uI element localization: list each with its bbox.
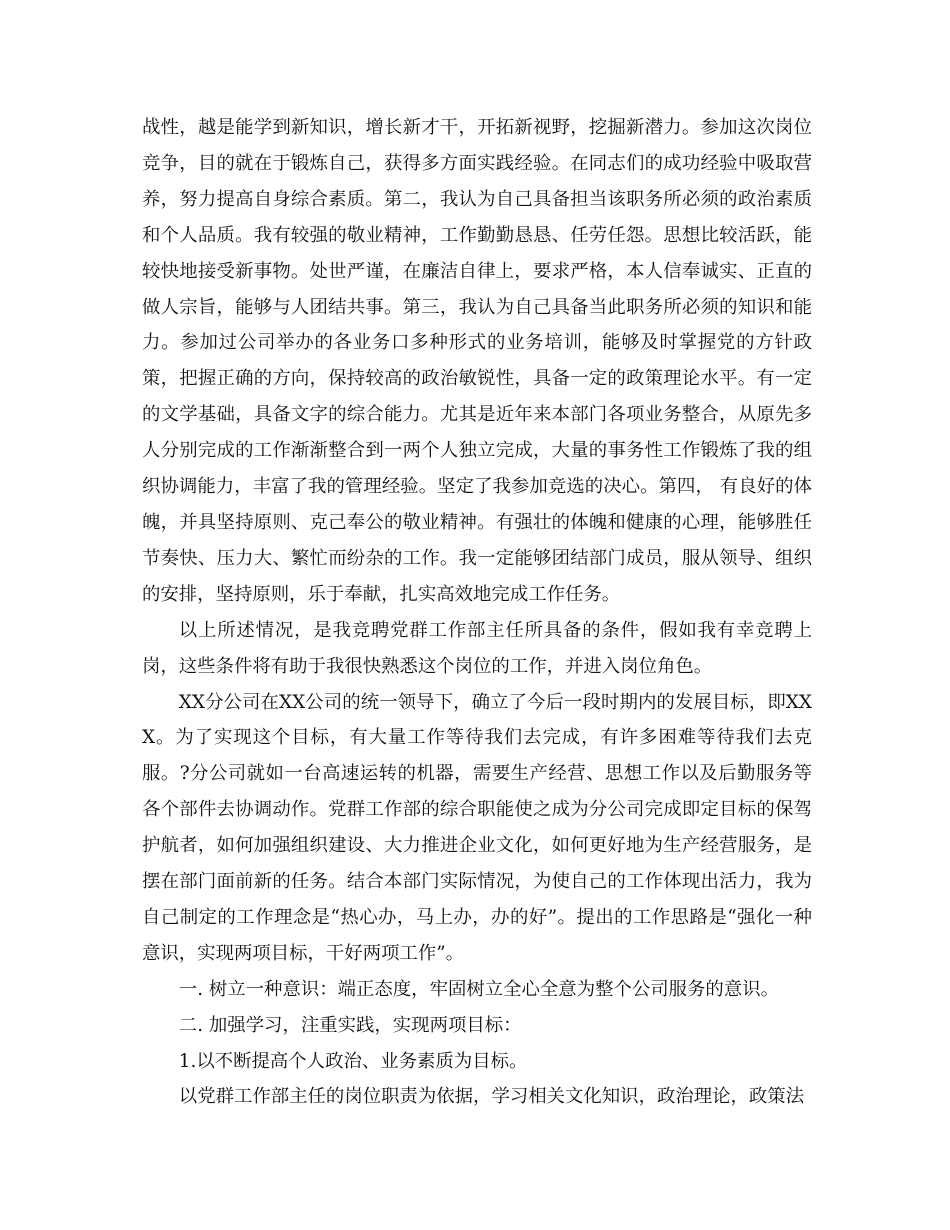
list-item-study: 二. 加强学习，注重实践，实现两项目标： [178,1014,522,1036]
paragraph-goals: XX分公司在XX公司的统一领导下，确立了今后一段时期内的发展目标，即XXX。为了实现这个目标，有大量工作等待我们去完成，有许多困难等待我们去克服。?分公司就如一台高速运转的机器，需要生产经营、思想工作以及后勤服务等各个部件去协调动作。党群工作部的综合职能使之成为分公司完成即定目标的保驾护航者，如何加强组织建设、大力推进企业文化，如何更好地为生产经营服务，是摆在部门面前新的任务。结合本部门实际情况，为使自己的工作体现出活力，我为自己制定的工作理念是“热心办，马上办，办的好”。提出的工作思路是“强化一种意识，实现两项目标，干好两项工作”。 [142,691,812,964]
list-item-target-one: 1.以不断提高个人政治、业务素质为目标。 [178,1050,528,1072]
list-item-awareness: 一. 树立一种意识：端正态度，牢固树立全心全意为整个公司服务的意识。 [178,978,779,1000]
document-page [142,110,812,1115]
paragraph-study-basis: 以党群工作部主任的岗位职责为依据，学习相关文化知识，政治理论，政策法 [178,1086,805,1108]
paragraph-qualifications: 战性，越是能学到新知识，增长新才干，开拓新视野，挖掘新潜力。参加这次岗位竞争，目的就在于锻炼自己，获得多方面实践经验。在同志们的成功经验中吸取营养，努力提高自身综合素质。第二，我认为自己具备担当该职务所必须的政治素质和个人品质。我有较强的敬业精神，工作勤勤恳恳、任劳任怨。思想比较活跃，能较快地接受新事物。处世严谨，在廉洁自律上，要求严格，本人信奉诚实、正直的做人宗旨，能够与人团结共事。第三，我认为自己具备当此职务所必须的知识和能力。参加过公司举办的各业务口多种形式的业务培训，能够及时掌握党的方针政策，把握正确的方向，保持较高的政治敏锐性，具备一定的政策理论水平。有一定的文学基础，具备文字的综合能力。尤其是近年来本部门各项业务整合，从原先多人分别完成的工作渐渐整合到一两个人独立完成，大量的事务性工作锻炼了我的组织协调能力，丰富了我的管理经验。坚定了我参加竞选的决心。第四， 有良好的体魄，并具坚持原则、克己奉公的敬业精神。有强壮的体魄和健康的心理，能够胜任节奏快、压力大、繁忙而纷杂的工作。我一定能够团结部门成员，服从领导、组织的安排，坚持原则，乐于奉献，扎实高效地完成工作任务。 [142,117,812,605]
paragraph-summary: 以上所述情况，是我竞聘党群工作部主任所具备的条件，假如我有幸竞聘上岗，这些条件将有助于我很快熟悉这个岗位的工作，并进入岗位角色。 [142,619,812,677]
